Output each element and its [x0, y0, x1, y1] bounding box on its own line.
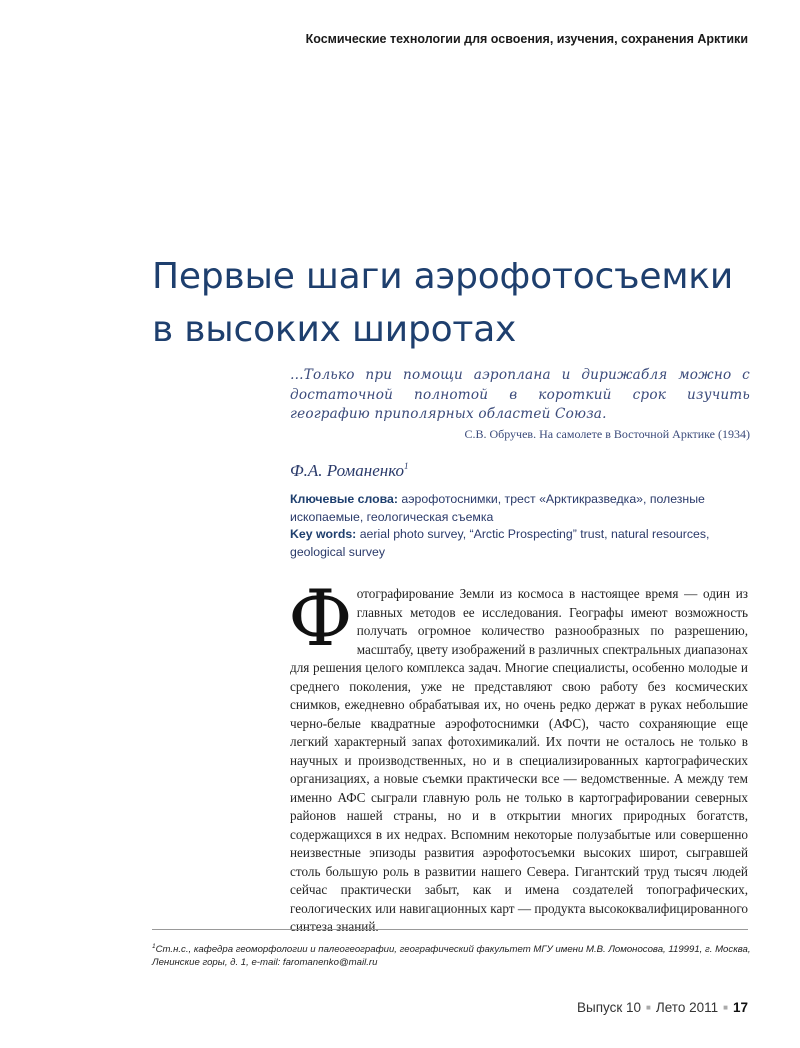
running-header: Космические технологии для освоения, изучения, сохранения Арктики [305, 32, 748, 46]
keywords-ru-text: аэрофотоснимки, трест «Арктикразведка», полезные ископаемые, геологическая съемка [290, 492, 705, 524]
keywords-ru [290, 491, 755, 526]
keywords-section [290, 491, 755, 562]
drop-cap: Ф [288, 574, 353, 664]
footer-issue: Выпуск 10 [576, 1000, 642, 1015]
epigraph-source: С.В. Обручев. На самолете в Восточной Арктике (1934) [464, 426, 750, 441]
body-paragraph [288, 574, 748, 937]
author-name-text: Ф.А. Романенко [290, 461, 404, 480]
body-text: отографирование Земли из космоса в настоящее время — один из главных методов ее исследования. Географы имеют возможность получать огромное количество разнообразных по разрешению, масштабу, цвету изображений в различных спектральных диапазонах для решения целого комплекса задач. Многие специалисты, особенно молодые и среднего поколения, уже не представляют свою работу без космических снимков, ежедневно обрабатывая их, но очень редко держат в руках небольшие черно-белые квадратные аэрофотоснимки (АФС), часто сохраняющие еще легкий характерный запах фотохимикалий. Их почти не осталось не только в научных и производственных, но и в специализированных картографических организациях, а новые съемки практически все — ведомственные. А между тем именно АФС сыграли главную роль не только в картографировании северных районов нашей страны, но и в открытии многих природных богатств, содержащихся в их недрах. Вспомним некоторые полузабытые или совершенно неизвестные эпизоды развития аэрофотосъемки высоких широт, сыгравшей столь большую роль в развитии нашего Севера. Гигантский труд тысяч людей сейчас практически забыт, как и имена создателей топографических, геологических или навигационных карт — продукта высококвалифицированного синтеза знаний. [290, 586, 748, 934]
footnote-divider [152, 929, 748, 930]
keywords-en-text: aerial photo survey, “Arctic Prospecting” trust, natural resources, geological survey [290, 527, 710, 560]
keywords-en [290, 526, 755, 561]
page-footer [577, 1000, 748, 1015]
article-title [152, 250, 772, 356]
footnote-mark: 1 [152, 943, 156, 950]
keywords-en-label: Key words: [290, 527, 357, 542]
title-line-2: в высоких широтах [152, 309, 517, 350]
author-footnote-mark: 1 [404, 461, 409, 471]
keywords-ru-label: Ключевые слова: [290, 492, 398, 506]
page-number: 17 [732, 1000, 748, 1015]
footnote [152, 940, 752, 969]
epigraph [290, 366, 750, 442]
author-name [290, 461, 409, 481]
epigraph-quote: …Только при помощи аэроплана и дирижабля можно с достаточной полнотой в короткий срок изучить географию приполярных областей Союза. [290, 367, 750, 422]
footer-season: Лето 2011 [655, 1000, 719, 1015]
footer-separator-icon: ■ [646, 1003, 651, 1012]
title-line-1: Первые шаги аэрофотосъемки [152, 256, 734, 297]
footnote-text: Ст.н.с., кафедра геоморфологии и палеогеографии, географический факультет МГУ имени М.В. Ломоносова, 119991, г. Москва, Ленинские горы, д. 1, e-mail: faromanenko@mail.ru [152, 944, 751, 968]
footer-separator-icon: ■ [723, 1003, 728, 1012]
